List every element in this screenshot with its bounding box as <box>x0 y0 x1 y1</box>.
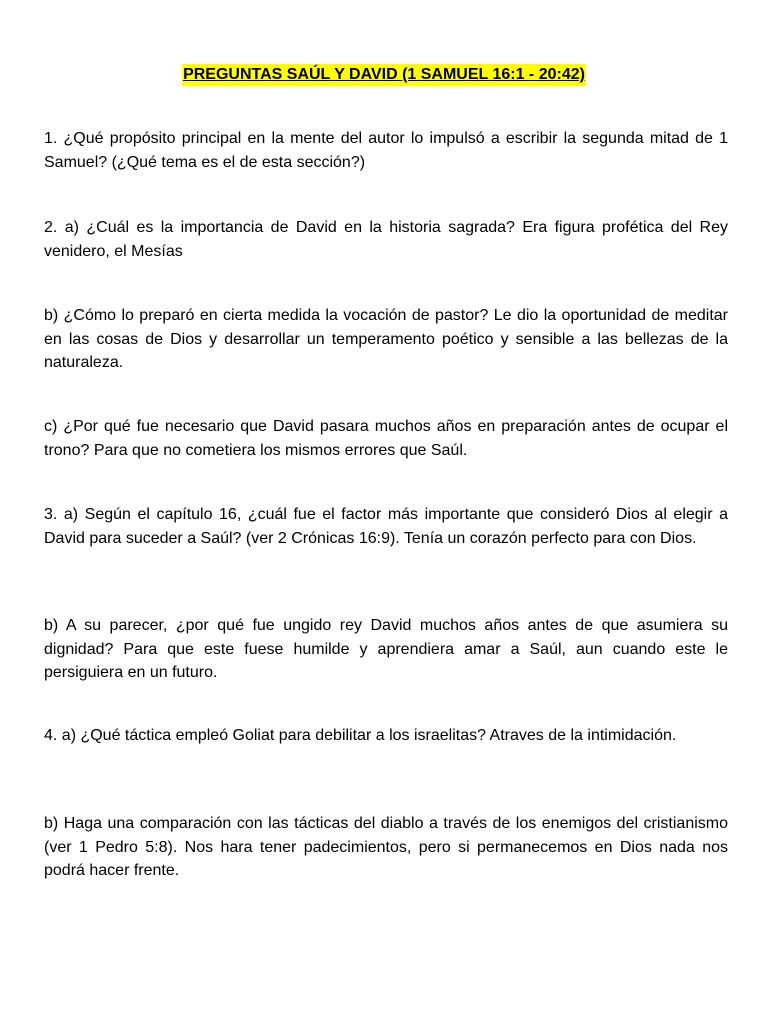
question-2c: c) ¿Por qué fue necesario que David pasara muchos años en preparación antes de ocupar el trono? Para que no cometiera los mismos errores que Saúl. <box>44 418 728 459</box>
document-title: PREGUNTAS SAÚL Y DAVID (1 SAMUEL 16:1 - 20:42) <box>182 64 586 86</box>
question-4b: b) Haga una comparación con las tácticas del diablo a través de los enemigos del cristianismo (ver 1 Pedro 5:8). Nos hara tener padecimientos, pero si permanecemos en Dios nada nos podrá hacer frente. <box>44 815 728 879</box>
question-2b: b) ¿Cómo lo preparó en cierta medida la vocación de pastor? Le dio la oportunidad de meditar en las cosas de Dios y desarrollar un temperamento poético y sensible a las bellezas de la naturaleza. <box>44 307 728 371</box>
title-container <box>0 64 768 86</box>
question-4a: 4. a) ¿Qué táctica empleó Goliat para debilitar a los israelitas? Atraves de la intimidación. <box>44 727 677 744</box>
question-3b: b) A su parecer, ¿por qué fue ungido rey David muchos años antes de que asumiera su dignidad? Para que este fuese humilde y aprendiera amar a Saúl, aun cuando este le persiguiera en un futuro. <box>44 617 728 681</box>
question-2a: 2. a) ¿Cuál es la importancia de David en la historia sagrada? Era figura profética del Rey venidero, el Mesías <box>44 219 728 260</box>
question-3a: 3. a) Según el capítulo 16, ¿cuál fue el factor más importante que consideró Dios al elegir a David para suceder a Saúl? (ver 2 Crónicas 16:9). Tenía un corazón perfecto para con Dios. <box>44 506 728 547</box>
question-1: 1. ¿Qué propósito principal en la mente del autor lo impulsó a escribir la segunda mitad de 1 Samuel? (¿Qué tema es el de esta sección?) <box>44 130 728 171</box>
